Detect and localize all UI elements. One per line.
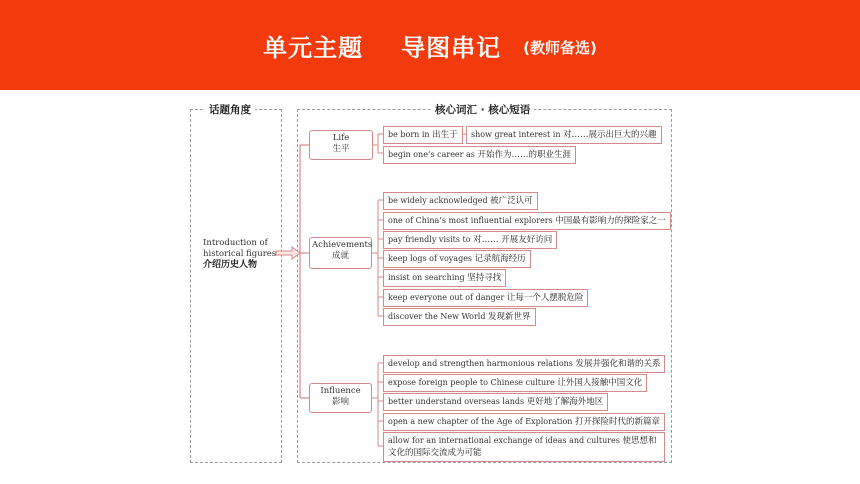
banner-title: 单元主题 [263,33,364,62]
phrase-item: be born in 出生于 [383,126,463,144]
phrase-item: insist on searching 坚持寻找 [383,269,506,287]
vocab-panel-header: 核心词汇 · 核心短语 [431,103,534,117]
root-topic-en: Introduction of historical figures [203,238,277,259]
phrase-item: keep everyone out of danger 让每一个人摆脱危险 [383,289,588,307]
phrase-item: develop and strengthen harmonious relations 发展并强化和谐的关系 [383,355,665,373]
phrase-item: expose foreign people to Chinese culture 让外国人接触中国文化 [383,374,647,392]
title-banner [0,0,860,90]
category-label-en: Achievements [312,240,373,250]
category-label-cn: 影响 [331,397,349,407]
phrase-item: show great interest in 对……展示出巨大的兴趣 [466,126,662,144]
category-achievements [309,237,372,269]
phrase-item: pay friendly visits to 对…… 开展友好访问 [383,231,557,249]
topic-panel-header: 话题角度 [205,103,255,117]
category-life [309,130,373,160]
phrase-item: discover the New World 发现新世界 [383,308,536,326]
root-topic [203,238,283,271]
category-influence [309,383,372,413]
category-label-en: Life [332,133,350,143]
phrase-item: better understand overseas lands 更好地了解海外地区 [383,393,608,411]
phrase-item: open a new chapter of the Age of Exploration 打开探险时代的新篇章 [383,413,665,431]
root-topic-cn: 介绍历史人物 [203,260,258,270]
mind-map [0,90,860,484]
phrase-item: keep logs of voyages 记录航海经历 [383,250,531,268]
phrase-item: allow for an international exchange of ideas and cultures 使思想和文化的国际交流成为可能 [383,432,665,462]
phrase-item: begin one’s career as 开始作为……的职业生涯 [383,146,576,164]
phrase-item: one of China’s most influential explorers 中国最有影响力的探险家之一 [383,212,671,230]
category-label-cn: 生平 [332,144,350,154]
banner-subtitle: 导图串记 [401,33,502,62]
category-label-en: Influence [320,386,361,396]
banner-note: (教师备选) [523,38,597,57]
category-label-cn: 成就 [331,251,349,261]
phrase-item: be widely acknowledged 被广泛认可 [383,192,538,210]
